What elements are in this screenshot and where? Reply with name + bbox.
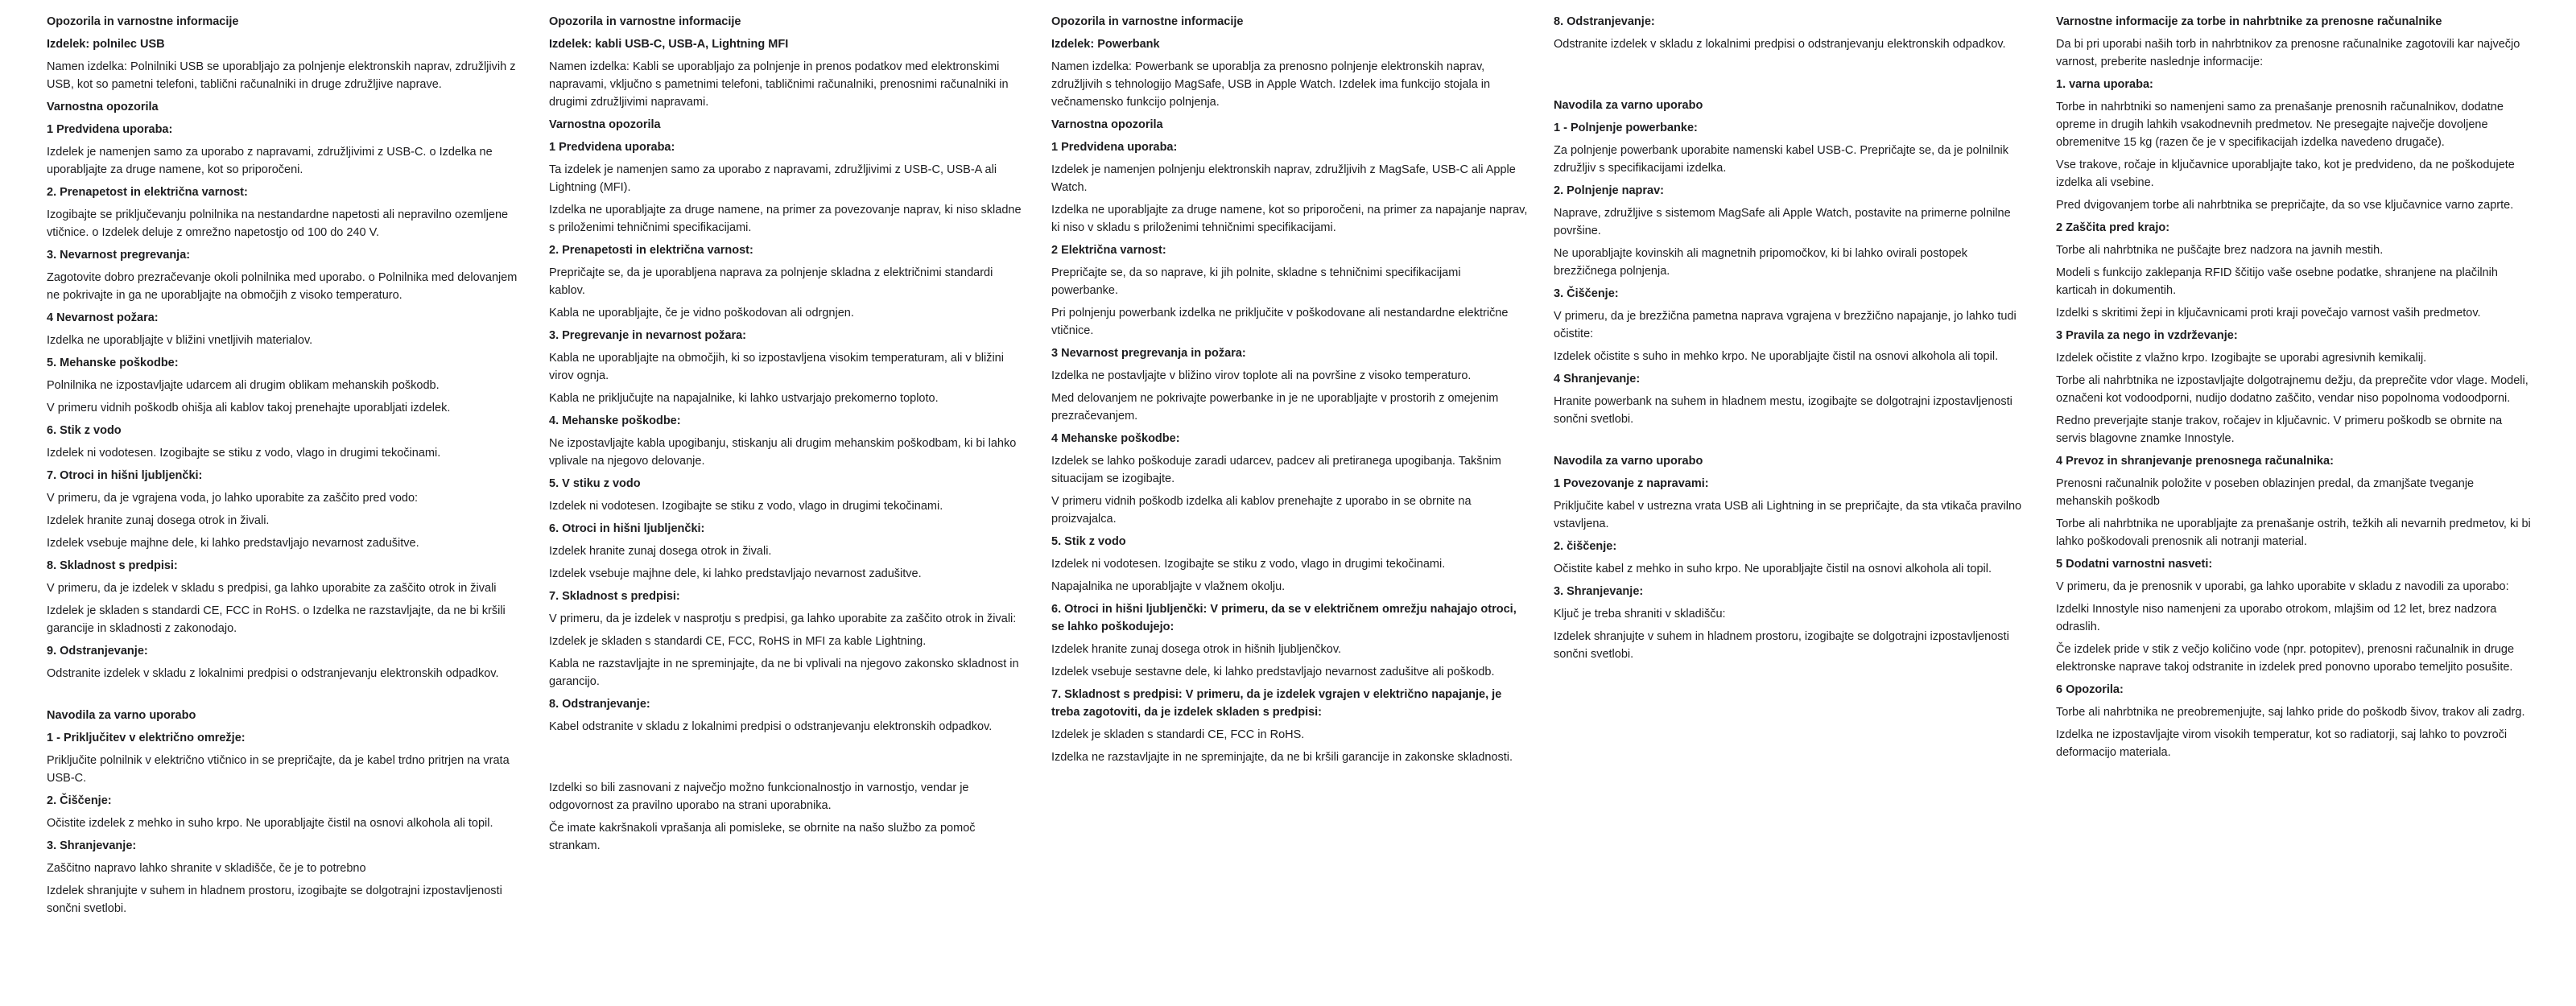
- item-heading: 8. Skladnost s predpisi:: [47, 559, 178, 572]
- paragraph: Da bi pri uporabi naših torb in nahrbtnikov za prenosne računalnike zagotovili kar največjo varnost, preberite naslednje informacije:: [2056, 38, 2520, 68]
- paragraph: Očistite kabel z mehko in suho krpo. Ne uporabljajte čistil na osnovi alkohola ali topil.: [1554, 563, 1992, 575]
- spacer: [47, 687, 523, 707]
- paragraph: Izdelek ni vodotesen. Izogibajte se stiku z vodo, vlago in drugimi tekočinami.: [1051, 558, 1446, 571]
- paragraph: Torbe ali nahrbtnika ne izpostavljajte dolgotrajnemu dežju, da preprečite vdor vlage. Modeli, označeni kot vodoodporni, nudijo dodatno zaščito, vendar niso popolnoma vodoodporni.: [2056, 374, 2529, 405]
- item-heading: 3. Nevarnost pregrevanja:: [47, 249, 191, 262]
- item-heading: 5. Stik z vodo: [1051, 535, 1126, 548]
- paragraph: Izdelki so bili zasnovani z največjo možno funkcionalnostjo in varnostjo, vendar je odgovornost za pravilno uporabo na strani uporabnika.: [549, 781, 969, 812]
- section-title: Opozorila in varnostne informacije: [1051, 15, 1244, 28]
- subsection-title: Navodila za varno uporabo: [47, 709, 196, 722]
- item-heading: 5. Mehanske poškodbe:: [47, 357, 179, 369]
- paragraph: Redno preverjajte stanje trakov, ročajev in ključavnic. V primeru poškodb se obrnite na servis blagovne znamke Innostyle.: [2056, 414, 2503, 445]
- spacer: [1554, 433, 2030, 452]
- paragraph: Izdelek je skladen s standardi CE, FCC, RoHS in MFI za kable Lightning.: [549, 635, 927, 648]
- paragraph: Če imate kakršnakoli vprašanja ali pomisleke, se obrnite na našo službo za pomoč strankam.: [549, 822, 976, 852]
- item-heading: 8. Odstranjevanje:: [1554, 15, 1655, 28]
- paragraph: Kabla ne uporabljajte, če je vidno poškodovan ali odrgnjen.: [549, 307, 854, 320]
- item-heading: 2. Polnjenje naprav:: [1554, 184, 1664, 197]
- item-heading: 2. Prenapetost in električna varnost:: [47, 186, 248, 199]
- paragraph: Izdelek ni vodotesen. Izogibajte se stiku z vodo, vlago in drugimi tekočinami.: [47, 447, 441, 460]
- item-heading: 2 Električna varnost:: [1051, 244, 1166, 257]
- paragraph: Izdelek očistite s suho in mehko krpo. Ne uporabljajte čistil na osnovi alkohola ali topil.: [1554, 350, 1999, 363]
- section-title: Opozorila in varnostne informacije: [47, 15, 239, 28]
- paragraph: Izdelek vsebuje sestavne dele, ki lahko predstavljajo nevarnost zadušitve ali poškodb.: [1051, 666, 1495, 678]
- subsection-title: Izdelek: kabli USB-C, USB-A, Lightning MFI: [549, 38, 789, 51]
- subsection-title: Navodila za varno uporabo: [1554, 99, 1703, 112]
- paragraph: Torbe ali nahrbtnika ne preobremenjujte, saj lahko pride do poškodb šivov, trakov ali zadrg.: [2056, 706, 2525, 719]
- paragraph: Izdelek shranjujte v suhem in hladnem prostoru, izogibajte se dolgotrajni izpostavljenosti sončni svetlobi.: [47, 884, 502, 915]
- item-heading: 3 Nevarnost pregrevanja in požara:: [1051, 347, 1246, 360]
- paragraph: V primeru, da je izdelek v skladu s predpisi, ga lahko uporabite za zaščito otrok in živali: [47, 582, 497, 595]
- item-heading: 5. V stiku z vodo: [549, 477, 641, 490]
- paragraph: Izdelka ne razstavljajte in ne spreminjajte, da ne bi kršili garancije in zakonske skladnosti.: [1051, 751, 1513, 764]
- item-heading: 1 - Polnjenje powerbanke:: [1554, 122, 1698, 134]
- spacer: [1554, 58, 2030, 97]
- item-heading: 4 Nevarnost požara:: [47, 311, 159, 324]
- item-heading: 6. Otroci in hišni ljubljenčki:: [549, 522, 705, 535]
- paragraph: Izdelek hranite zunaj dosega otrok in hišnih ljubljenčkov.: [1051, 643, 1342, 656]
- item-heading: 4 Shranjevanje:: [1554, 373, 1641, 385]
- paragraph: Namen izdelka: Powerbank se uporablja za prenosno polnjenje elektronskih naprav, združljivih s tehnologijo MagSafe, USB in Apple Watch. Izdelek ima funkcijo stojala in večnamensko funkcijo polnjenja.: [1051, 60, 1491, 109]
- paragraph: Izdelek je skladen s standardi CE, FCC in RoHS.: [1051, 728, 1305, 741]
- paragraph: Izdelek shranjujte v suhem in hladnem prostoru, izogibajte se dolgotrajni izpostavljenosti sončni svetlobi.: [1554, 630, 2009, 661]
- item-heading: 6 Opozorila:: [2056, 683, 2124, 696]
- item-heading: 4 Prevoz in shranjevanje prenosnega računalnika:: [2056, 455, 2334, 468]
- item-heading: 8. Odstranjevanje:: [549, 698, 650, 711]
- paragraph: Če izdelek pride v stik z večjo količino vode (npr. potopitev), prenosni računalnik in druge elektronske naprave takoj odstranite in izdelek pred ponovno uporabo temeljito posušite.: [2056, 643, 2515, 674]
- paragraph: Očistite izdelek z mehko in suho krpo. Ne uporabljajte čistil na osnovi alkohola ali topil.: [47, 817, 493, 830]
- paragraph: V primeru, da je izdelek v nasprotju s predpisi, ga lahko uporabite za zaščito otrok in živali:: [549, 612, 1017, 625]
- item-heading: 1 - Priključitev v električno omrežje:: [47, 732, 246, 744]
- item-heading: 3 Pravila za nego in vzdrževanje:: [2056, 329, 2238, 342]
- paragraph: Modeli s funkcijo zaklepanja RFID ščitijo vaše osebne podatke, shranjene na plačilnih karticah in dokumentih.: [2056, 266, 2498, 297]
- paragraph: Izdelek hranite zunaj dosega otrok in živali.: [549, 545, 772, 558]
- paragraph: V primeru, da je vgrajena voda, jo lahko uporabite za zaščito pred vodo:: [47, 492, 419, 505]
- paragraph: Kabla ne razstavljajte in ne spreminjajte, da ne bi vplivali na njegovo zakonsko skladnost in garancijo.: [549, 658, 1019, 688]
- item-heading: 2. čiščenje:: [1554, 540, 1617, 553]
- column-cables: [549, 13, 1026, 860]
- subsection-title: Izdelek: Powerbank: [1051, 38, 1160, 51]
- paragraph: Naprave, združljive s sistemom MagSafe ali Apple Watch, postavite na primerne polnilne površine.: [1554, 207, 2011, 237]
- item-heading: 1 Predvidena uporaba:: [47, 123, 173, 136]
- item-heading: 2. Čiščenje:: [47, 794, 112, 807]
- paragraph: Ta izdelek je namenjen samo za uporabo z napravami, združljivimi z USB-C, USB-A ali Lightning (MFI).: [549, 163, 997, 194]
- paragraph: Zaščitno napravo lahko shranite v skladišče, če je to potrebno: [47, 862, 366, 875]
- paragraph: V primeru, da je brezžična pametna naprava vgrajena v brezžično napajanje, jo lahko tudi očistite:: [1554, 310, 2017, 340]
- paragraph: Pri polnjenju powerbank izdelka ne priključite v poškodovane ali nestandardne električne vtičnice.: [1051, 307, 1509, 337]
- paragraph: Izdelka ne postavljajte v bližino virov toplote ali na površine z visoko temperaturo.: [1051, 369, 1472, 382]
- item-heading: 7. Skladnost s predpisi:: [549, 590, 680, 603]
- paragraph: Kabla ne priključujte na napajalnike, ki lahko ustvarjajo prekomerno toploto.: [549, 392, 939, 405]
- paragraph: Ključ je treba shraniti v skladišču:: [1554, 608, 1726, 621]
- subsection-title: Varnostna opozorila: [549, 118, 661, 131]
- subsection-title: Navodila za varno uporabo: [1554, 455, 1703, 468]
- paragraph: Izdelek se lahko poškoduje zaradi udarcev, padcev ali pretiranega upogibanja. Takšnim situacijam se izogibajte.: [1051, 455, 1501, 485]
- item-heading: 3. Shranjevanje:: [47, 839, 137, 852]
- section-title: Opozorila in varnostne informacije: [549, 15, 741, 28]
- paragraph: Prepričajte se, da so naprave, ki jih polnite, skladne s tehničnimi specifikacijami powerbanke.: [1051, 266, 1461, 297]
- paragraph: Izdelek ni vodotesen. Izogibajte se stiku z vodo, vlago in drugimi tekočinami.: [549, 500, 943, 513]
- paragraph: Izogibajte se priključevanju polnilnika na nestandardne napetosti ali nepravilno ozemljene vtičnice. o Izdelek deluje z omrežno napetostjo od 100 do 240 V.: [47, 208, 509, 239]
- paragraph: Ne uporabljajte kovinskih ali magnetnih pripomočkov, ki bi lahko ovirali postopek brezžičnega polnjenja.: [1554, 247, 1967, 278]
- item-heading: 4. Mehanske poškodbe:: [549, 414, 681, 427]
- item-heading: 1 Predvidena uporaba:: [1051, 141, 1178, 154]
- item-heading: 7. Otroci in hišni ljubljenčki:: [47, 469, 203, 482]
- column-powerbank: [1051, 13, 1528, 771]
- item-heading: 7. Skladnost s predpisi: V primeru, da je izdelek vgrajen v električno napajanje, je treba zagotoviti, da je izdelek skladen s predpisi:: [1051, 688, 1502, 719]
- paragraph: V primeru vidnih poškodb izdelka ali kablov prenehajte z uporabo in se obrnite na proizvajalca.: [1051, 495, 1472, 526]
- column-laptop-bags: [2056, 13, 2533, 766]
- paragraph: Odstranite izdelek v skladu z lokalnimi predpisi o odstranjevanju elektronskih odpadkov.: [1554, 38, 2006, 51]
- column-powerbank-usage: [1554, 13, 2030, 668]
- section-title: Varnostne informacije za torbe in nahrbtnike za prenosne računalnike: [2056, 15, 2442, 28]
- paragraph: Pred dvigovanjem torbe ali nahrbtnika se prepričajte, da so vse ključavnice varno zaprte.: [2056, 199, 2514, 212]
- paragraph: Kabel odstranite v skladu z lokalnimi predpisi o odstranjevanju elektronskih odpadkov.: [549, 720, 993, 733]
- spacer: [549, 740, 1026, 779]
- item-heading: 1 Povezovanje z napravami:: [1554, 477, 1709, 490]
- paragraph: Napajalnika ne uporabljajte v vlažnem okolju.: [1051, 580, 1286, 593]
- paragraph: Prenosni računalnik položite v poseben oblazinjen predal, da zmanjšate tveganje mehanskih poškodb: [2056, 477, 2475, 508]
- paragraph: Kabla ne uporabljajte na območjih, ki so izpostavljena visokim temperaturam, ali v bližini virov ognja.: [549, 352, 1004, 382]
- paragraph: Izdelek očistite z vlažno krpo. Izogibajte se uporabi agresivnih kemikalij.: [2056, 352, 2427, 365]
- paragraph: Zagotovite dobro prezračevanje okoli polnilnika med uporabo. o Polnilnika med delovanjem ne pokrivajte in ga ne uporabljajte na območjih z visoko temperaturo.: [47, 271, 518, 302]
- paragraph: Torbe in nahrbtniki so namenjeni samo za prenašanje prenosnih računalnikov, dodatne opreme in drugih lahkih vsakodnevnih predmetov. Ne presegajte največje dovoljene obremenitve 15 kg (razen če je v specifikacijah izdelka navedeno drugače).: [2056, 101, 2504, 149]
- paragraph: Izdelka ne uporabljajte za druge namene, na primer za povezovanje naprav, ki niso skladne s priloženimi tehničnimi specifikacijami.: [549, 204, 1022, 234]
- item-heading: 2. Prenapetosti in električna varnost:: [549, 244, 753, 257]
- paragraph: Torbe ali nahrbtnika ne puščajte brez nadzora na javnih mestih.: [2056, 244, 2384, 257]
- paragraph: Izdelka ne izpostavljajte virom visokih temperatur, kot so radiatorji, saj lahko to povzroči deformacijo materiala.: [2056, 728, 2508, 759]
- paragraph: Izdelek je skladen s standardi CE, FCC in RoHS. o Izdelka ne razstavljajte, da ne bi kršili garancije in skladnosti z zakonodajo.: [47, 604, 506, 635]
- subsection-title: Varnostna opozorila: [47, 101, 159, 113]
- paragraph: Izdelka ne uporabljajte v bližini vnetljivih materialov.: [47, 334, 313, 347]
- paragraph: Namen izdelka: Polnilniki USB se uporabljajo za polnjenje elektronskih naprav, združljivih z USB, kot so pametni telefoni, tablični računalniki in druge združljive naprave.: [47, 60, 516, 91]
- paragraph: Izdelka ne uporabljajte za druge namene, kot so priporočeni, na primer za napajanje naprav, ki niso v skladu s priloženimi tehničnimi specifikacijami.: [1051, 204, 1528, 234]
- item-heading: 3. Čiščenje:: [1554, 287, 1619, 300]
- subsection-title: Varnostna opozorila: [1051, 118, 1163, 131]
- paragraph: Odstranite izdelek v skladu z lokalnimi predpisi o odstranjevanju elektronskih odpadkov.: [47, 667, 499, 680]
- item-heading: 4 Mehanske poškodbe:: [1051, 432, 1180, 445]
- paragraph: Hranite powerbank na suhem in hladnem mestu, izogibajte se dolgotrajni izpostavljenosti sončni svetlobi.: [1554, 395, 2013, 426]
- subsection-title: Izdelek: polnilec USB: [47, 38, 165, 51]
- paragraph: Namen izdelka: Kabli se uporabljajo za polnjenje in prenos podatkov med elektronskimi napravami, vključno s pametnimi telefoni, tabličnimi računalniki, prenosnimi računalniki in drugimi združljivimi napravami.: [549, 60, 1009, 109]
- paragraph: V primeru vidnih poškodb ohišja ali kablov takoj prenehajte uporabljati izdelek.: [47, 402, 451, 414]
- paragraph: Izdelki s skritimi žepi in ključavnicami proti kraji povečajo varnost vaših predmetov.: [2056, 307, 2481, 320]
- item-heading: 1. varna uporaba:: [2056, 78, 2153, 91]
- paragraph: Izdelek je namenjen polnjenju elektronskih naprav, združljivih z MagSafe, USB-C ali Apple Watch.: [1051, 163, 1516, 194]
- item-heading: 2 Zaščita pred krajo:: [2056, 221, 2170, 234]
- paragraph: Polnilnika ne izpostavljajte udarcem ali drugim oblikam mehanskih poškodb.: [47, 379, 440, 392]
- paragraph: Ne izpostavljajte kabla upogibanju, stiskanju ali drugim mehanskim poškodbam, ki bi lahko vplivale na njegovo delovanje.: [549, 437, 1017, 468]
- item-heading: 5 Dodatni varnostni nasveti:: [2056, 558, 2213, 571]
- item-heading: 6. Otroci in hišni ljubljenčki: V primeru, da se v električnem omrežju nahajajo otroci, se lahko poškodujejo:: [1051, 603, 1517, 633]
- paragraph: Priključite kabel v ustrezna vrata USB ali Lightning in se prepričajte, da sta vtikača pravilno vstavljena.: [1554, 500, 2022, 530]
- paragraph: Priključite polnilnik v električno vtičnico in se prepričajte, da je kabel trdno pritrjen na vrata USB-C.: [47, 754, 510, 785]
- column-usb-charger: [47, 13, 523, 922]
- paragraph: Za polnjenje powerbank uporabite namenski kabel USB-C. Prepričajte se, da je polnilnik združljiv s specifikacijami izdelka.: [1554, 144, 2009, 175]
- paragraph: Izdelek vsebuje majhne dele, ki lahko predstavljajo nevarnost zadušitve.: [47, 537, 419, 550]
- paragraph: Izdelek vsebuje majhne dele, ki lahko predstavljajo nevarnost zadušitve.: [549, 567, 922, 580]
- paragraph: Torbe ali nahrbtnika ne uporabljajte za prenašanje ostrih, težkih ali nevarnih predmetov, ki bi lahko poškodovali prenosnik ali notranji material.: [2056, 517, 2531, 548]
- item-heading: 3. Pregrevanje in nevarnost požara:: [549, 329, 746, 342]
- paragraph: Vse trakove, ročaje in ključavnice uporabljajte tako, kot je predvideno, da ne poškodujete izdelka ali vsebine.: [2056, 159, 2515, 189]
- paragraph: Prepričajte se, da je uporabljena naprava za polnjenje skladna z električnimi standardi kablov.: [549, 266, 993, 297]
- item-heading: 9. Odstranjevanje:: [47, 645, 148, 658]
- paragraph: V primeru, da je prenosnik v uporabi, ga lahko uporabite v skladu z navodili za uporabo:: [2056, 580, 2509, 593]
- paragraph: Izdelki Innostyle niso namenjeni za uporabo otrokom, mlajšim od 12 let, brez nadzora odraslih.: [2056, 603, 2497, 633]
- item-heading: 3. Shranjevanje:: [1554, 585, 1644, 598]
- paragraph: Izdelek je namenjen samo za uporabo z napravami, združljivimi z USB-C. o Izdelka ne uporabljajte za druge namene, kot so priporočeni.: [47, 146, 493, 176]
- paragraph: Izdelek hranite zunaj dosega otrok in živali.: [47, 514, 270, 527]
- item-heading: 1 Predvidena uporaba:: [549, 141, 675, 154]
- item-heading: 6. Stik z vodo: [47, 424, 122, 437]
- paragraph: Med delovanjem ne pokrivajte powerbanke in je ne uporabljajte v prostorih z omejenim prezračevanjem.: [1051, 392, 1499, 423]
